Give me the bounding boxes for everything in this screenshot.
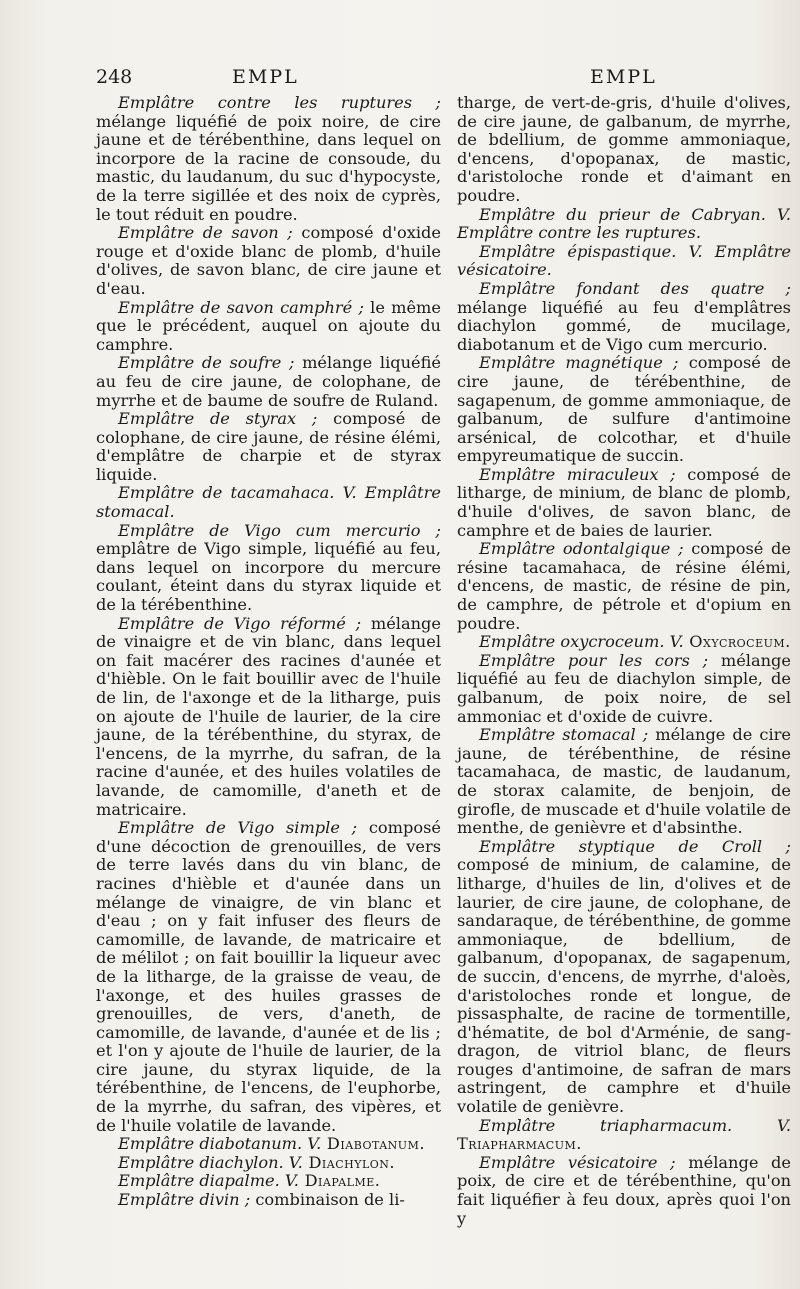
entry-text: Diapalme. (298, 1171, 381, 1191)
entry-text: composé de litharge, de minium, de blanc de plomb, d'huile d'olives, de savon blanc, de camphre et de baies de laurier. (457, 464, 791, 540)
entry-text: composé de cire jaune, de térébenthine, de sagapenum, de gomme ammoniaque, de galbanum, de sulfure d'antimoine arsénical, de colcothar, et d'huile empyreumatique de succin. (457, 353, 792, 466)
entry-text: mélange de cire jaune, de térébenthine, de résine tacamahaca, de mastic, de laudanum, de storax calamite, de benjoin, de girofle, de muscade et d'huile volatile de menthe, de genièvre et d'absinthe. (457, 725, 791, 838)
entry-text: tharge, de vert-de-gris, d'huile d'olives, de cire jaune, de galbanum, de myrrhe, de bdellium, de gomme ammoniaque, d'encens, d'opopanax, de mastic, d'aristoloche ronde et d'aimant en poudre. (457, 93, 791, 205)
entry-title: Emplâtre diabotanum. V. (118, 1134, 322, 1154)
entry (96, 522, 441, 615)
entry-title: Emplâtre magnétique ; (479, 353, 679, 373)
entry-text: composé de minium, de calamine, de litharge, d'huiles de lin, d'olives et de laurier, de cire jaune, de colophane, de sandaraque, de térébenthine, de gomme ammoniaque, de bdellium, de galbanum, d'opopanax, de sagapenum, de succin, d'encens, de myrrhe, d'aloès, d'aristoloches ronde et longue, de pissasphalte, de racine de tormentille, d'hématite, de bol d'Arménie, de sang-dragon, de vitriol blanc, de fleurs rouges d'antimoine, de safran de mars astringent, de camphre et d'huile volatile de genièvre. (457, 855, 791, 1117)
running-head-left: EMPL (232, 66, 299, 88)
entry (96, 94, 441, 224)
entry-title: Emplâtre fondant des quatre ; (479, 278, 791, 298)
entry-title: Emplâtre de Vigo simple ; (118, 818, 358, 838)
page-header (0, 66, 800, 92)
entry-title: Emplâtre diapalme. V. (118, 1171, 299, 1191)
entry (96, 1172, 441, 1191)
entry-text: Triapharmacum. (457, 1134, 582, 1154)
running-head-right: EMPL (590, 66, 657, 88)
entry-text: le même que le précédent, auquel on ajoute du camphre. (96, 297, 441, 354)
entry-title: Emplâtre de savon ; (118, 223, 293, 243)
entry-text: mélange liquéfié au feu de diachylon simple, de galbanum, de poix noire, de sel ammoniac et d'oxide de cuivre. (457, 650, 791, 726)
entry-text: mélange de poix, de cire et de térébenthine, qu'on fait liquéfier à feu doux, après quoi l'on y (457, 1152, 791, 1228)
entry-text: composé de colophane, de cire jaune, de résine élémi, d'emplâtre de charpie et de styrax liquide. (96, 409, 441, 484)
entry-text: mélange liquéfié au feu d'emplâtres diachylon gommé, de mucilage, diabotanum et de Vigo cum mercurio. (457, 297, 791, 354)
entry-title: Emplâtre triapharmacum. V. (479, 1115, 791, 1135)
entry-title: Emplâtre pour les cors ; (479, 650, 709, 670)
entry (96, 1135, 441, 1154)
entry-title: Emplâtre diachylon. V. (118, 1152, 303, 1172)
entry (457, 466, 791, 540)
entry (457, 838, 791, 1117)
page-number: 248 (96, 66, 133, 88)
entry-title: Emplâtre oxycroceum. V. (479, 632, 684, 652)
entry (457, 652, 791, 726)
entry (457, 726, 791, 838)
entry (457, 1117, 791, 1154)
entry-text: mélange de vinaigre et de vin blanc, dans lequel on fait macérer des racines d'aunée et d'hièble. On le fait bouillir avec de l'huile de lin, de l'axonge et de la litharge, puis on ajoute de l'huile de laurier, de la cire jaune, de la térébenthine, du styrax, de l'encens, de la myrrhe, du safran, de la racine d'aunée, et des huiles volatiles de lavande, de camomille, d'aneth et de matricaire. (96, 613, 441, 819)
entry-continuation (457, 94, 791, 206)
entry-text: composé de résine tacamahaca, de résine élémi, d'encens, de mastic, de résine de pin, de camphre, de pétrole et d'opium en poudre. (457, 539, 791, 633)
entry (96, 224, 441, 298)
entry-text: composé d'oxide rouge et d'oxide blanc de plomb, d'huile d'olives, de savon blanc, de cire jaune et d'eau. (96, 223, 441, 298)
entry-title: Emplâtre de styrax ; (118, 409, 318, 429)
entry (96, 299, 441, 355)
entry-title: Emplâtre styptique de Croll ; (479, 836, 791, 856)
entry-title: Emplâtre de savon camphré ; (118, 297, 364, 317)
entry (96, 819, 441, 1135)
entry-text: mélange liquéfié de poix noire, de cire jaune et de térébenthine, dans lequel on incorpore de la racine de consoude, du mastic, du laudanum, du suc d'hypocyste, de la terre sigillée et des noix de cyprès, le tout réduit en poudre. (96, 111, 441, 224)
entry (457, 243, 791, 280)
entry-title: Emplâtre vésicatoire ; (479, 1152, 676, 1172)
entry (96, 615, 441, 820)
entry-title: Emplâtre stomacal ; (479, 725, 649, 745)
entry-title: Emplâtre contre les ruptures ; (118, 93, 441, 112)
entry-text: combinaison de li- (250, 1190, 405, 1210)
entry-text: Diabotanum. (321, 1134, 425, 1154)
entry (96, 354, 441, 410)
entry (96, 1154, 441, 1173)
entry-text: emplâtre de Vigo simple, liquéfié au feu, dans lequel on incorpore du mercure coulant, éteint dans du styrax liquide et de la térébenthine. (96, 539, 441, 615)
entry-title: Emplâtre de tacamahaca. V. Emplâtre stomacal. (96, 483, 441, 522)
entry-text: mélange liquéfié au feu de cire jaune, de colophane, de myrrhe et de baume de soufre de Ruland. (96, 353, 441, 410)
entry-title: Emplâtre de soufre ; (118, 353, 295, 373)
entry (457, 206, 791, 243)
entry (457, 280, 791, 354)
right-column (457, 94, 791, 1228)
entry-title: Emplâtre divin ; (118, 1190, 251, 1210)
entry (457, 540, 791, 633)
entry-title: Emplâtre miraculeux ; (479, 464, 676, 484)
entry (96, 410, 441, 484)
entry (96, 1191, 441, 1210)
entry-title: Emplâtre du prieur de Cabryan. V. Emplâtre contre les ruptures. (457, 204, 791, 243)
entry (457, 354, 791, 466)
entry (457, 1154, 791, 1228)
entry (457, 633, 791, 652)
entry-title: Emplâtre de Vigo réformé ; (118, 613, 362, 633)
entry (96, 484, 441, 521)
entry-text: Oxycroceum. (683, 632, 791, 652)
entry-title: Emplâtre odontalgique ; (479, 539, 684, 559)
entry-text: Diachylon. (302, 1152, 396, 1172)
entry-title: Emplâtre épispastique. V. Emplâtre vésicatoire. (457, 241, 791, 280)
entry-text: composé d'une décoction de grenouilles, de vers de terre lavés dans du vin blanc, de racines d'hièble et d'aunée dans un mélange de vinaigre, de vin blanc et d'eau ; on y fait infuser des fleurs de camomille, de lavande, de matricaire et de mélilot ; on fait bouillir la liqueur avec de la litharge, de la graisse de veau, de l'axonge, et des huiles grasses de grenouilles, de vers, d'aneth, de camomille, de lavande, d'aunée et de lis ; et l'on y ajoute de l'huile de laurier, de la cire jaune, du styrax liquide, de la térébenthine, de l'encens, de l'euphorbe, de la myrrhe, du safran, des vipères, et de l'huile volatile de lavande. (96, 818, 441, 1135)
left-column (96, 94, 441, 1210)
entry-title: Emplâtre de Vigo cum mercurio ; (118, 520, 441, 540)
